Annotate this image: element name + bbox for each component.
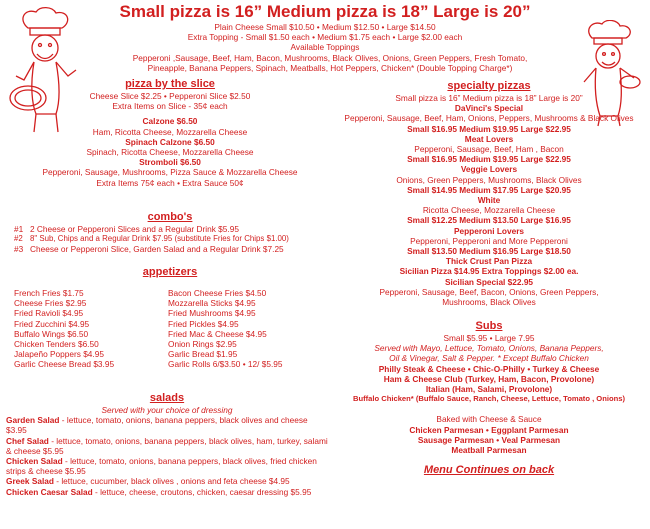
appetizer-item: Garlic Cheese Bread $3.95	[14, 359, 115, 370]
appetizer-item: Mozzarella Sticks $4.95	[168, 298, 256, 309]
specialty-item-title: Small $12.25 Medium $13.50 Large $16.95	[407, 215, 571, 226]
subs-prices: Small $5.95 • Large 7.95	[443, 333, 535, 343]
extra-topping-prices: Extra Topping - Small $1.50 each • Medium $1.75 each • Large $2.00 each	[187, 32, 463, 43]
baked-item: Sausage Parmesan • Veal Parmesan	[417, 434, 561, 445]
slice-extra-items: Extra Items on Slice - 35¢ each	[112, 101, 228, 112]
salads-heading: salads	[149, 392, 185, 404]
appetizers-heading: appetizers	[142, 266, 198, 278]
subs-heading: Subs	[475, 320, 503, 332]
baked-item: Meatball Parmesan	[451, 445, 527, 456]
specialty-item-title: Small $14.95 Medium $17.95 Large $20.95	[407, 184, 571, 195]
subs-served-with-1: Served with Mayo, Lettuce, Tomato, Onions, Banana Peppers,	[374, 343, 604, 354]
pizza-by-slice-section	[20, 78, 320, 188]
appetizer-item: Garlic Bread $1.95	[168, 349, 238, 360]
specialty-pizzas-section	[332, 80, 646, 307]
toppings-line-1: Pepperoni ,Sausage, Beef, Ham, Bacon, Mushrooms, Black Olives, Onions, Green Peppers, Fresh Tomato,	[132, 53, 528, 63]
spinach-calzone-desc: Spinach, Ricotta Cheese, Mozzarella Cheese	[86, 147, 254, 158]
sub-item: Italian (Ham, Salami, Provolone)	[425, 384, 553, 395]
toppings-line-2: Pineapple, Banana Peppers, Spinach, Meatballs, Hot Peppers, Chicken* (Double Topping Charge*)	[147, 63, 513, 74]
salad-item	[6, 415, 328, 435]
combo-text: Cheese or Pepperoni Slice, Garden Salad and a Regular Drink $7.25	[30, 244, 284, 255]
combo-number: #1	[14, 224, 24, 234]
appetizer-item: Fried Ravioli $4.95	[14, 308, 84, 319]
specialty-item-desc: Onions, Green Peppers, Mushrooms, Black Olives	[396, 174, 582, 185]
salad-item	[6, 476, 328, 486]
salads-subtitle: Served with your choice of dressing	[101, 405, 233, 415]
stromboli-title: Stromboli $6.50	[139, 157, 201, 168]
salad-desc: - lettuce, tomato, onions, banana peppers, black olives, ham, turkey, salami & cheese $5.95	[6, 435, 328, 456]
specialty-item-desc: Pepperoni, Sausage, Beef, Ham, Onions, Peppers, Mushrooms & Black Olives	[344, 113, 634, 124]
appetizer-item: Onion Rings $2.95	[168, 339, 237, 350]
appetizer-item: Fried Zucchini $4.95	[14, 318, 90, 329]
appetizer-item: Fried Mushrooms $4.95	[168, 308, 256, 319]
specialty-item-title: White	[477, 195, 501, 206]
appetizer-item: Bacon Cheese Fries $4.50	[168, 288, 267, 298]
baked-heading: Baked with Cheese & Sauce	[436, 414, 542, 425]
specialty-item-title: Small $16.95 Medium $19.95 Large $22.95	[407, 123, 571, 134]
stromboli-extras: Extra Items 75¢ each • Extra Sauce 50¢	[96, 177, 244, 188]
plain-cheese-prices: Plain Cheese Small $10.50 • Medium $12.50 • Large $14.50	[214, 22, 436, 32]
header-block	[80, 22, 570, 53]
appetizer-item: French Fries $1.75	[14, 288, 84, 298]
appetizers-left-list	[14, 288, 164, 370]
combo-item	[14, 224, 326, 234]
specialty-item-title: Sicilian Pizza $14.95 Extra Toppings $2.00 ea.	[399, 266, 579, 277]
specialty-item-title: Meat Lovers	[464, 133, 514, 144]
combos-section	[14, 211, 326, 255]
appetizer-item: Buffalo Wings $6.50	[14, 328, 89, 339]
combo-text: 2 Cheese or Pepperoni Slices and a Regular Drink $5.95	[30, 224, 239, 234]
subs-section	[332, 320, 646, 476]
available-toppings-label: Available Toppings	[290, 42, 360, 53]
specialty-item-desc: Ricotta Cheese, Mozzarella Cheese	[422, 205, 556, 216]
specialty-item-title: Thick Crust Pan Pizza	[445, 256, 533, 267]
specialty-item-title: Veggie Lovers	[460, 164, 518, 175]
salad-item	[6, 436, 328, 456]
subs-served-with-2: Oil & Vinegar, Salt & Pepper. * Except Buffalo Chicken	[389, 353, 589, 364]
salad-desc: - lettuce, tomato, onions, banana peppers, black olives and cheese $3.95	[6, 415, 308, 436]
appetizers-right-list	[168, 288, 328, 370]
sub-item: Ham & Cheese Club (Turkey, Ham, Bacon, Provolone)	[383, 373, 595, 384]
combo-number: #2	[14, 234, 23, 244]
salad-name: Chicken Caesar Salad	[6, 486, 93, 497]
combo-number: #3	[14, 244, 24, 255]
specialty-pizzas-list	[332, 93, 646, 307]
stromboli-desc: Pepperoni, Sausage, Mushrooms, Pizza Sauce & Mozzarella Cheese	[42, 167, 298, 178]
combos-heading: combo's	[147, 211, 193, 223]
calzone-title: Calzone $6.50	[142, 116, 198, 127]
combo-item	[14, 234, 326, 244]
specialty-pizzas-heading: specialty pizzas	[447, 80, 531, 92]
combo-item	[14, 244, 326, 254]
menu-continues-note: Menu Continues on back	[423, 464, 555, 477]
sub-item: Buffalo Chicken* (Buffalo Sauce, Ranch, Cheese, Lettuce, Tomato , Onions)	[352, 394, 625, 404]
salad-name: Garden Salad	[6, 415, 60, 426]
specialty-item-title: Sicilian Special $22.95	[444, 276, 534, 287]
header-title: Small pizza is 16” Medium pizza is 18” Large is 20”	[119, 2, 531, 21]
specialty-item-title: DaVinci's Special	[454, 103, 524, 114]
specialty-item-title: Small $13.50 Medium $16.95 Large $18.50	[407, 246, 571, 257]
salad-item	[6, 456, 328, 476]
sub-item: Philly Steak & Cheese • Chic-O-Philly • Turkey & Cheese	[378, 363, 600, 374]
spinach-calzone-title: Spinach Calzone $6.50	[125, 136, 215, 147]
toppings-list	[70, 53, 590, 73]
salad-desc: - lettuce, cheese, croutons, chicken, caesar dressing $5.95	[92, 486, 312, 497]
slice-prices: Cheese Slice $2.25 • Pepperoni Slice $2.50	[89, 91, 251, 101]
specialty-item-title: Pepperoni Lovers	[453, 225, 525, 236]
baked-item: Chicken Parmesan • Eggplant Parmesan	[409, 424, 569, 435]
salad-name: Greek Salad	[6, 476, 54, 487]
specialty-item-desc: Pepperoni, Sausage, Beef, Bacon, Onions, Green Peppers,	[379, 286, 599, 297]
specialty-item-desc: Pepperoni, Pepperoni and More Pepperoni	[410, 235, 568, 246]
appetizer-item: Jalapeño Poppers $4.95	[14, 349, 104, 360]
combo-text: 8" Sub, Chips and a Regular Drink $7.95 (substitute Fries for Chips $1.00)	[30, 234, 289, 244]
appetizer-item: Fried Mac & Cheese $4.95	[168, 328, 267, 339]
specialty-item-title: Small $16.95 Medium $19.95 Large $22.95	[407, 154, 571, 165]
calzone-desc: Ham, Ricotta Cheese, Mozzarella Cheese	[92, 126, 248, 137]
pizza-by-slice-heading: pizza by the slice	[125, 78, 215, 90]
salad-name: Chef Salad	[6, 435, 49, 446]
salad-item	[6, 487, 328, 497]
appetizer-item: Cheese Fries $2.95	[14, 298, 87, 309]
salad-name: Chicken Salad	[6, 456, 63, 467]
appetizer-item: Garlic Rolls 6/$3.50 • 12/ $5.95	[168, 359, 283, 370]
salad-desc: - lettuce, tomato, onions, banana peppers, black olives, fried chicken strips & cheese $5.95	[6, 456, 317, 477]
specialty-item-desc: Mushrooms, Black Olives	[442, 297, 536, 308]
appetizer-item: Chicken Tenders $6.50	[14, 339, 99, 350]
appetizer-item: Fried Pickles $4.95	[168, 318, 239, 329]
salad-desc: - lettuce, cucumber, black olives , onions and feta cheese $4.95	[53, 476, 290, 487]
specialty-item-desc: Small pizza is 16” Medium pizza is 18” Large is 20”	[395, 93, 583, 103]
salads-section	[6, 392, 328, 497]
specialty-item-desc: Pepperoni, Sausage, Beef, Ham , Bacon	[414, 144, 564, 155]
